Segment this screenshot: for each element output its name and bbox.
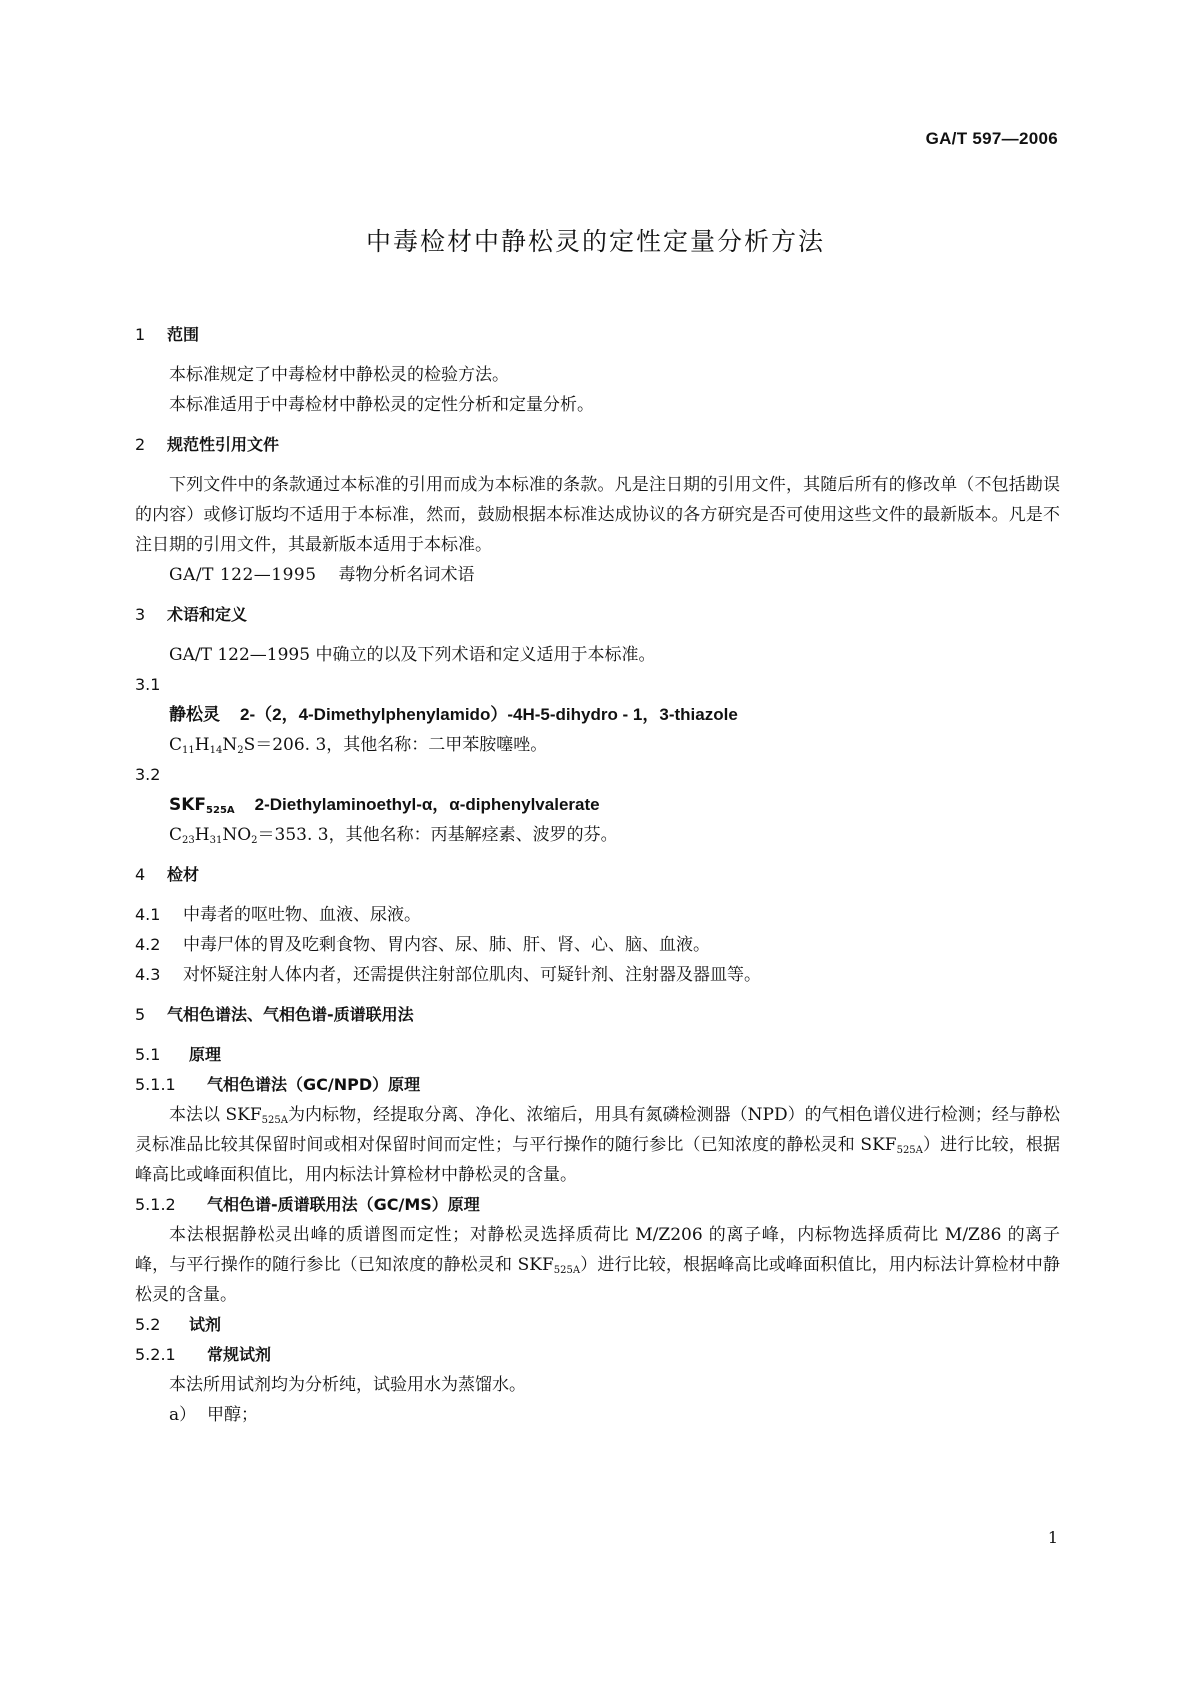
page-number: 1 [1047,1528,1058,1547]
term-name: 静松灵 [169,705,220,725]
reference-code: GA/T 122—1995 [169,565,317,585]
section-number: 4 [135,865,146,884]
standard-code: GA/T 597—2006 [925,129,1058,148]
section-number: 3 [135,605,146,624]
section-5-heading [135,1000,1060,1030]
reference-title: 毒物分析名词术语 [338,565,475,585]
term-number: 3.2 [135,765,161,784]
paragraph: 下列文件中的条款通过本标准的引用而成为本标准的条款。凡是注日期的引用文件，其随后所有的修改单（不包括勘误的内容）或修订版均不适用于本标准，然而，鼓励根据本标准达成协议的各方研究是否可使用这些文件的最新版本。凡是不注日期的引用文件，其最新版本适用于本标准。 [135,475,1060,555]
document-title: 中毒检材中静松灵的定性定量分析方法 [365,227,825,256]
term-entry [135,700,1060,730]
section-4-heading [135,860,1060,890]
subsection-5-2-1-heading: 5.2.1 常规试剂 [135,1345,272,1364]
section-number: 5 [135,1005,146,1024]
subsection-5-1-1-heading: 5.1.1 气相色谱法（GC/NPD）原理 [135,1075,421,1094]
paragraph: 本标准规定了中毒检材中静松灵的检验方法。 [169,365,509,385]
subsection-5-2-heading: 5.2 试剂 [135,1315,222,1334]
list-item: a） 甲醇； [169,1405,258,1425]
paragraph: 本法以 $SKF_{525A}$为内标物，经提取分离、净化、浓缩后，用具有氮磷检测器（NPD）的气相色谱仪进行检测；经与静松灵标准品比较其保留时间或相对保留时间而定性；与平行操作的随行参比（已知浓度的静松灵和 $SKF_{525A}$）进行比较，根据峰高比或峰面积值比，用内标法计算检材中静松灵的含量。 [135,1105,1061,1185]
subsection-5-1-2-heading: 5.1.2 气相色谱-质谱联用法（GC/MS）原理 [135,1195,480,1214]
paragraph: 本标准适用于中毒检材中静松灵的定性分析和定量分析。 [169,395,594,415]
list-item: 4.1 中毒者的呕吐物、血液、尿液。 [135,905,421,925]
term-formula: $C_{11}H_{14}N_2S=206$. 3，其他名称：二甲苯胺噻唑。 [169,735,548,756]
section-title: 规范性引用文件 [167,435,280,454]
section-number: 2 [135,435,146,454]
paragraph: 本法根据静松灵出峰的质谱图而定性；对静松灵选择质荷比 M/Z206 的离子峰，内标物选择质荷比 M/Z86 的离子峰，与平行操作的随行参比（已知浓度的静松灵和 $SKF_{525A}$）进行比较，根据峰高比或峰面积值比，用内标法计算检材中静松灵的含量。 [135,1225,1060,1305]
section-title: 检材 [167,865,200,884]
term-name: $SKF_{525A}$ [169,795,235,816]
subsection-5-1-heading: 5.1 原理 [135,1045,222,1064]
section-number: 1 [135,325,146,344]
document-body [135,320,1060,1430]
section-1-heading [135,320,1060,350]
term-english: 2-Diethylaminoethyl-α，α-diphenylvalerate [254,795,600,814]
section-title: 范围 [167,325,200,344]
term-entry [135,790,1060,820]
paragraph: 本法所用试剂均为分析纯，试验用水为蒸馏水。 [169,1375,526,1395]
term-number: 3.1 [135,675,161,694]
list-item: 4.3 对怀疑注射人体内者，还需提供注射部位肌肉、可疑针剂、注射器及器皿等。 [135,965,761,985]
list-item: 4.2 中毒尸体的胃及吃剩食物、胃内容、尿、肺、肝、肾、心、脑、血液。 [135,935,710,955]
section-title: 术语和定义 [167,605,248,624]
normative-reference [135,560,1060,590]
term-english: 2-（2，4-Dimethylphenylamido）-4H-5-dihydro - 1，3-thiazole [240,705,738,724]
paragraph: GA/T 122—1995 中确立的以及下列术语和定义适用于本标准。 [169,645,656,665]
section-3-heading [135,600,1060,630]
section-2-heading [135,430,1060,460]
section-title: 气相色谱法、气相色谱-质谱联用法 [167,1005,414,1024]
term-formula: $C_{23}H_{31}NO_2=353$. 3，其他名称：丙基解痉素、波罗的芬。 [169,825,618,846]
